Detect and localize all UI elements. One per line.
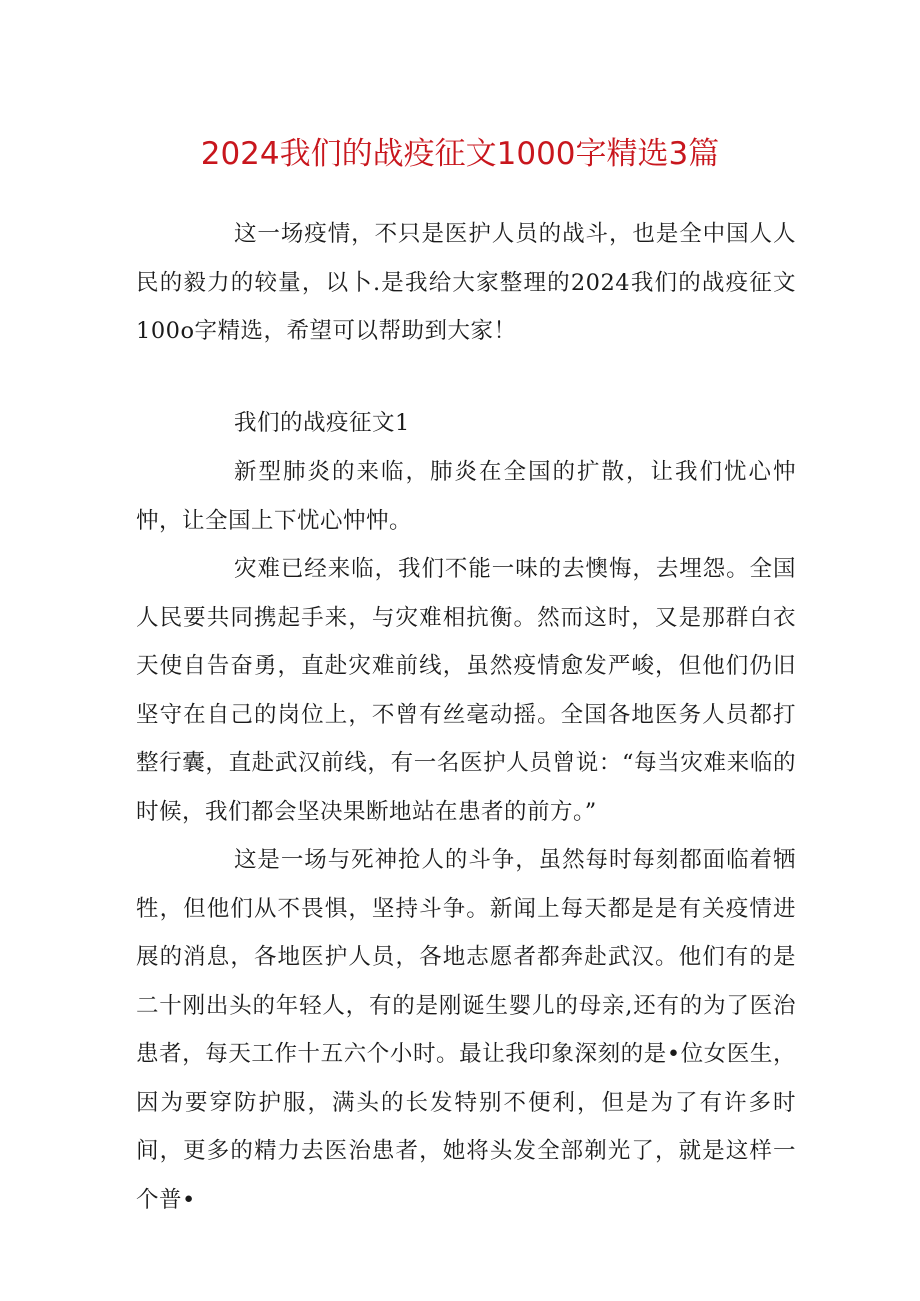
document-title: 2024我们的战疫征文1000字精选3篇: [200, 136, 720, 172]
body-paragraph: 新型肺炎的来临，肺炎在全国的扩散，让我们忧心忡忡，让全国上下忧心忡忡。: [136, 459, 796, 534]
body-paragraph: 灾难已经来临，我们不能一味的去懊悔，去埋怨。全国人民要共同携起手来，与灾难相抗衡。然而这时，又是那群白衣天使自告奋勇，直赴灾难前线，虽然疫情愈发严峻，但他们仍旧坚守在自己的岗位上，不曾有丝毫动摇。全国各地医务人员都打整行囊，直赴武汉前线，有一名医护人员曾说：“每当灾难来临的时候，我们都会坚决果断地站在患者的前方。”: [136, 556, 796, 825]
section-heading: 我们的战疫征文1: [234, 410, 410, 436]
intro-paragraph: 这一场疫情，不只是医护人员的战斗，也是全中国人人民的毅力的较量，以卜.是我给大家整理的2024我们的战疫征文100o字精选，希望可以帮助到大家！: [136, 221, 796, 344]
body-paragraph: 这是一场与死神抢人的斗争，虽然每时每刻都面临着牺牲，但他们从不畏惧，坚持斗争。新闻上每天都是是有关疫情进展的消息，各地医护人员，各地志愿者都奔赴武汉。他们有的是二十刚出头的年轻人，有的是刚诞生婴儿的母亲,还有的为了医治患者，每天工作十五六个小时。最让我印象深刻的是•位女医生，因为要穿防护服，满头的长发特别不便利，但是为了有许多时间，更多的精力去医治患者，她将头发全部剃光了，就是这样一个普•: [136, 847, 796, 1213]
